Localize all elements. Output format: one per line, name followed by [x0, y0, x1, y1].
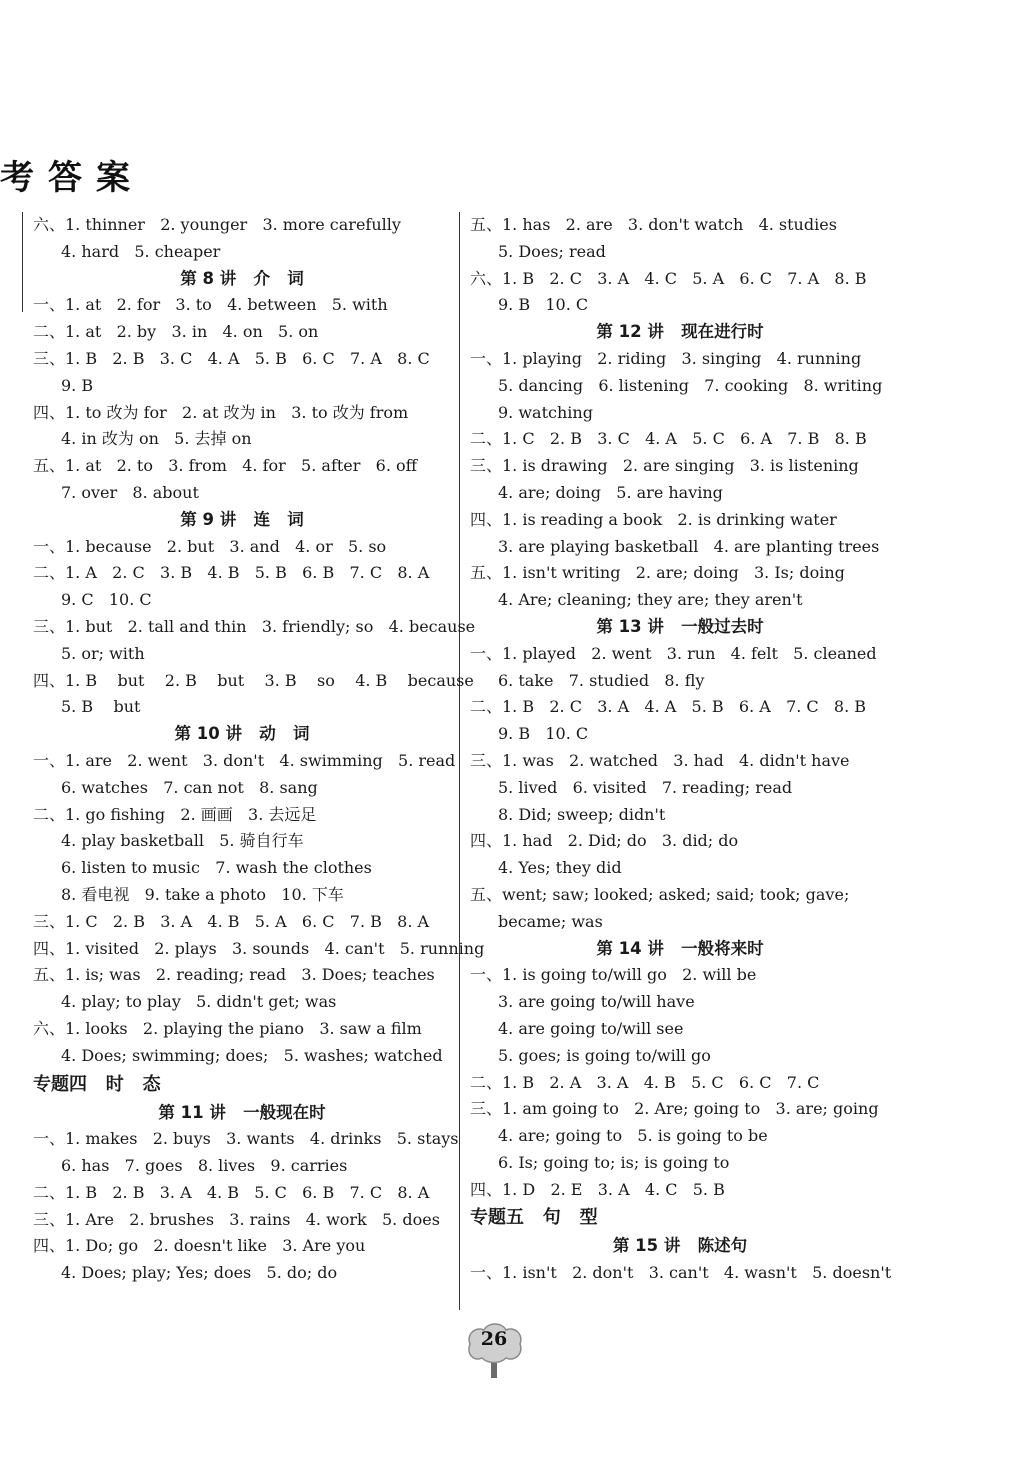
answer-line: 8. 看电视 9. take a photo 10. 下车 — [61, 884, 344, 904]
answer-line: 五、1. isn't writing 2. are; doing 3. Is; doing — [470, 563, 845, 583]
answer-line: 4. play; to play 5. didn't get; was — [61, 992, 337, 1012]
answer-line: 6. listen to music 7. wash the clothes — [61, 858, 372, 878]
answer-line: 4. are going to/will see — [498, 1018, 684, 1038]
answer-line: 9. B 10. C — [498, 295, 589, 315]
answer-line: 9. watching — [498, 402, 593, 422]
answer-line: 一、1. is going to/will go 2. will be — [470, 965, 757, 985]
answer-line: 四、1. had 2. Did; do 3. did; do — [470, 831, 739, 851]
answer-line: 5. Does; read — [498, 241, 606, 261]
answer-line: 4. Does; play; Yes; does 5. do; do — [61, 1263, 338, 1283]
lecture-heading: 第 9 讲 连 词 — [180, 509, 304, 529]
lecture-heading: 第 13 讲 一般过去时 — [596, 616, 764, 636]
page-title: 考答案 — [0, 158, 144, 198]
answer-line: 5. or; with — [61, 643, 145, 663]
answer-line: 四、1. visited 2. plays 3. sounds 4. can't 5. running — [33, 938, 485, 958]
answer-line: 7. over 8. about — [61, 482, 199, 502]
answer-line: 4. Are; cleaning; they are; they aren't — [498, 590, 803, 610]
answer-line: 5. goes; is going to/will go — [498, 1045, 711, 1065]
lecture-heading: 第 10 讲 动 词 — [174, 724, 310, 744]
left-margin-rule — [22, 212, 23, 312]
answer-line: 一、1. at 2. for 3. to 4. between 5. with — [33, 295, 388, 315]
page-number-badge — [462, 1322, 526, 1380]
lecture-heading: 第 12 讲 现在进行时 — [596, 322, 764, 342]
answer-line: 二、1. B 2. A 3. A 4. B 5. C 6. C 7. C — [470, 1072, 820, 1092]
answer-line: 4. are; doing 5. are having — [498, 482, 723, 502]
answer-line: 二、1. go fishing 2. 画画 3. 去远足 — [33, 804, 317, 824]
topic-heading: 专题四 时 态 — [33, 1073, 161, 1095]
answer-line: 4. play basketball 5. 骑自行车 — [61, 831, 304, 851]
answer-line: 五、1. is; was 2. reading; read 3. Does; teaches — [33, 965, 435, 985]
answer-line: 三、1. but 2. tall and thin 3. friendly; so 4. because — [33, 616, 476, 636]
answer-line: 6. Is; going to; is; is going to — [498, 1152, 730, 1172]
answer-line: 一、1. playing 2. riding 3. singing 4. running — [470, 348, 862, 368]
right-column — [470, 212, 890, 1287]
answer-line: 6. watches 7. can not 8. sang — [61, 777, 318, 797]
lecture-heading: 第 11 讲 一般现在时 — [158, 1102, 326, 1122]
lecture-heading: 第 15 讲 陈述句 — [612, 1236, 748, 1256]
answer-line: 一、1. because 2. but 3. and 4. or 5. so — [33, 536, 387, 556]
answer-line: 三、1. Are 2. brushes 3. rains 4. work 5. does — [33, 1209, 440, 1229]
answer-line: 4. hard 5. cheaper — [61, 241, 221, 261]
answer-line: 4. Does; swimming; does; 5. washes; watched — [61, 1045, 443, 1065]
answer-line: 一、1. are 2. went 3. don't 4. swimming 5. read — [33, 750, 456, 770]
answer-line: 六、1. looks 2. playing the piano 3. saw a film — [33, 1018, 422, 1038]
answer-line: 5. dancing 6. listening 7. cooking 8. writing — [498, 375, 883, 395]
answer-line: 4. in 改为 on 5. 去掉 on — [61, 429, 252, 449]
answer-line: 6. has 7. goes 8. lives 9. carries — [61, 1156, 348, 1176]
answer-line: 五、1. at 2. to 3. from 4. for 5. after 6. off — [33, 456, 418, 476]
answer-line: 8. Did; sweep; didn't — [498, 804, 666, 824]
lecture-heading: 第 14 讲 一般将来时 — [596, 938, 764, 958]
answer-line: 三、1. is drawing 2. are singing 3. is listening — [470, 456, 859, 476]
answer-line: 4. Yes; they did — [498, 858, 622, 878]
answer-line: 六、1. thinner 2. younger 3. more carefully — [33, 215, 401, 234]
lecture-heading: 第 8 讲 介 词 — [180, 268, 304, 288]
answer-line: 三、1. was 2. watched 3. had 4. didn't have — [470, 750, 850, 770]
answer-line: 一、1. makes 2. buys 3. wants 4. drinks 5. stays — [33, 1129, 459, 1149]
answer-line: 4. are; going to 5. is going to be — [498, 1126, 768, 1146]
answer-line: 9. B — [61, 375, 94, 395]
answer-line: 9. C 10. C — [61, 590, 152, 610]
answer-line: 5. B but — [61, 697, 141, 717]
answer-line: 四、1. is reading a book 2. is drinking water — [470, 509, 837, 529]
answer-line: 二、1. C 2. B 3. C 4. A 5. C 6. A 7. B 8. B — [470, 429, 867, 449]
answer-line: 一、1. played 2. went 3. run 4. felt 5. cleaned — [470, 643, 877, 663]
topic-heading: 专题五 句 型 — [470, 1207, 598, 1229]
answer-line: 3. are going to/will have — [498, 992, 695, 1012]
answer-line: 二、1. B 2. B 3. A 4. B 5. C 6. B 7. C 8. A — [33, 1182, 430, 1202]
answer-line: 6. take 7. studied 8. fly — [498, 670, 705, 690]
answer-line: 六、1. B 2. C 3. A 4. C 5. A 6. C 7. A 8. B — [470, 268, 867, 288]
page-number: 26 — [480, 1328, 508, 1350]
answer-line: 二、1. A 2. C 3. B 4. B 5. B 6. B 7. C 8. A — [33, 563, 430, 583]
answer-line: 三、1. B 2. B 3. C 4. A 5. B 6. C 7. A 8. C — [33, 348, 430, 368]
answer-line: 五、went; saw; looked; asked; said; took; gave; — [470, 884, 850, 904]
answer-line: 二、1. B 2. C 3. A 4. A 5. B 6. A 7. C 8. B — [470, 697, 867, 717]
answer-line: 一、1. isn't 2. don't 3. can't 4. wasn't 5. doesn't — [470, 1263, 892, 1283]
answer-line: 四、1. D 2. E 3. A 4. C 5. B — [470, 1179, 725, 1199]
answer-line: 二、1. at 2. by 3. in 4. on 5. on — [33, 322, 319, 342]
answer-line: 四、1. Do; go 2. doesn't like 3. Are you — [33, 1236, 366, 1256]
answer-line: 9. B 10. C — [498, 724, 589, 744]
answer-line: 五、1. has 2. are 3. don't watch 4. studies — [470, 215, 837, 234]
answer-line: 四、1. B but 2. B but 3. B so 4. B because — [33, 670, 474, 690]
left-column — [33, 212, 485, 1287]
answer-line: 四、1. to 改为 for 2. at 改为 in 3. to 改为 from — [33, 402, 409, 422]
answer-line: 三、1. am going to 2. Are; going to 3. are; going — [470, 1099, 879, 1119]
answer-line: 3. are playing basketball 4. are planting trees — [498, 536, 880, 556]
column-divider — [459, 212, 460, 1310]
answer-line: 5. lived 6. visited 7. reading; read — [498, 777, 793, 797]
answer-line: became; was — [498, 911, 603, 931]
answer-line: 三、1. C 2. B 3. A 4. B 5. A 6. C 7. B 8. A — [33, 911, 430, 931]
